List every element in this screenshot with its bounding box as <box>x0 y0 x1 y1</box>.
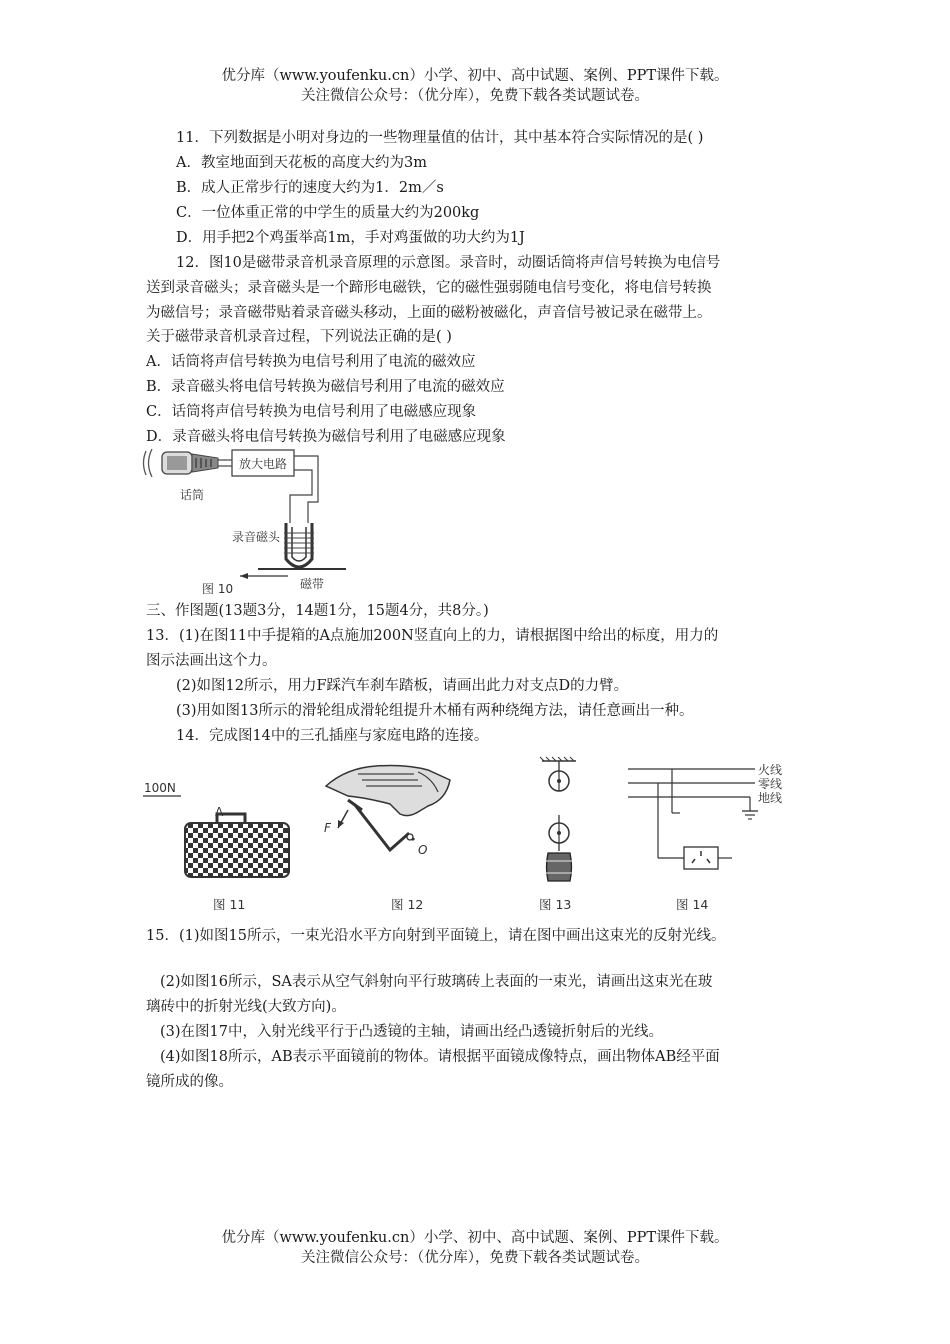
q11-stem: 11．下列数据是小明对身边的一些物理量值的估计，其中基本符合实际情况的是( ) <box>176 130 704 146</box>
figure-11 <box>143 778 303 888</box>
force-f-label: F <box>324 821 331 835</box>
q13-part3: (3)用如图13所示的滑轮组成滑轮组提升木桶有两种绕绳方法，请任意画出一种。 <box>176 703 694 719</box>
mic-label: 话筒 <box>180 488 205 502</box>
figure-13 <box>532 757 592 887</box>
q15-part2-line-2: 璃砖中的折射光线(大致方向)。 <box>146 999 346 1015</box>
q14-text: 14．完成图14中的三孔插座与家庭电路的连接。 <box>176 728 489 744</box>
q15-part2-line-1: (2)如图16所示，SA表示从空气斜射向平行玻璃砖上表面的一束光，请画出这束光在玻 <box>160 974 713 990</box>
pivot-o-label: O <box>418 843 428 857</box>
footer-line-2: 关注微信公众号：（优分库），免费下载各类试题试卷。 <box>301 1250 649 1266</box>
point-a-label: A <box>215 805 224 819</box>
q12-option-d: D．录音磁头将电信号转换为磁信号利用了电磁感应现象 <box>146 429 506 445</box>
q12-line-2: 送到录音磁头；录音磁头是一个蹄形电磁铁，它的磁性强弱随电信号变化，将电信号转换 <box>146 280 712 296</box>
ground-label: 地线 <box>758 791 783 805</box>
figure-12-caption: 图 12 <box>391 897 424 912</box>
neutral-label: 零线 <box>758 777 783 791</box>
microphone-icon <box>144 449 219 477</box>
recording-head <box>284 523 314 567</box>
q12-option-b: B．录音磁头将电信号转换为磁信号利用了电流的磁效应 <box>146 379 505 395</box>
q15-part3: (3)在图17中，入射光线平行于凸透镜的主轴，请画出经凸透镜折射后的光线。 <box>160 1024 663 1040</box>
tape-label: 磁带 <box>300 577 325 591</box>
q12-option-c: C．话筒将声信号转换为电信号利用了电磁感应现象 <box>146 404 477 420</box>
movable-pulley <box>549 815 569 851</box>
header-line-1: 优分库（www.youfenku.cn）小学、初中、高中试题、案例、PPT课件下载。 <box>221 68 729 84</box>
q13-part2: (2)如图12所示，用力F踩汽车刹车踏板，请画出此力对支点D的力臂。 <box>176 678 629 694</box>
q15-part4-line-2: 镜所成的像。 <box>146 1074 233 1090</box>
q12-line-4: 关于磁带录音机录音过程，下列说法正确的是( ) <box>146 329 452 345</box>
socket-icon <box>684 847 718 869</box>
q12-line-3: 为磁信号；录音磁带贴着录音磁头移动，上面的磁粉被磁化，声音信号被记录在磁带上。 <box>146 305 712 321</box>
suitcase <box>185 823 289 877</box>
figure-10-caption: 图 10 <box>202 582 234 596</box>
scale-label: 100N <box>144 781 176 795</box>
barrel-icon <box>546 853 572 881</box>
fixed-pulley <box>549 771 569 791</box>
q11-option-c: C．一位体重正常的中学生的质量大约为200kg <box>176 205 480 221</box>
section-3-title: 三、作图题(13题3分，14题1分，15题4分，共8分。) <box>146 603 489 619</box>
q13-part1-line-2: 图示法画出这个力。 <box>146 653 277 669</box>
q12-line-1: 12．图10是磁带录音机录音原理的示意图。录音时，动圈话筒将声信号转换为电信号 <box>176 255 721 271</box>
figure-12 <box>318 762 458 887</box>
shoe-icon <box>326 766 450 816</box>
figure-14-caption: 图 14 <box>676 897 709 912</box>
q13-part1-line-1: 13．(1)在图11中手提箱的A点施加200N竖直向上的力，请根据图中给出的标度，用力的 <box>146 628 719 644</box>
figure-11-caption: 图 11 <box>213 897 246 912</box>
footer-line-1: 优分库（www.youfenku.cn）小学、初中、高中试题、案例、PPT课件下载。 <box>221 1230 729 1246</box>
live-label: 火线 <box>758 763 783 777</box>
figure-14 <box>620 763 800 868</box>
q11-option-b: B．成人正常步行的速度大约为1．2m／s <box>176 180 444 196</box>
q11-option-a: A．教室地面到天花板的高度大约为3m <box>176 155 427 171</box>
header-line-2: 关注微信公众号：（优分库），免费下载各类试题试卷。 <box>301 88 649 104</box>
head-label: 录音磁头 <box>232 530 281 544</box>
q15-part1: 15．(1)如图15所示，一束光沿水平方向射到平面镜上，请在图中画出这束光的反射光线。 <box>146 928 726 944</box>
q11-option-d: D．用手把2个鸡蛋举高1m，手对鸡蛋做的功大约为1J <box>176 230 525 246</box>
figure-10 <box>140 447 360 597</box>
q12-option-a: A．话筒将声信号转换为电信号利用了电流的磁效应 <box>146 354 476 370</box>
q15-part4-line-1: (4)如图18所示，AB表示平面镜前的物体。请根据平面镜成像特点，画出物体AB经平面 <box>160 1049 720 1065</box>
pivot-icon <box>407 834 413 840</box>
figure-13-caption: 图 13 <box>539 897 572 912</box>
amplifier-label: 放大电路 <box>238 457 288 471</box>
